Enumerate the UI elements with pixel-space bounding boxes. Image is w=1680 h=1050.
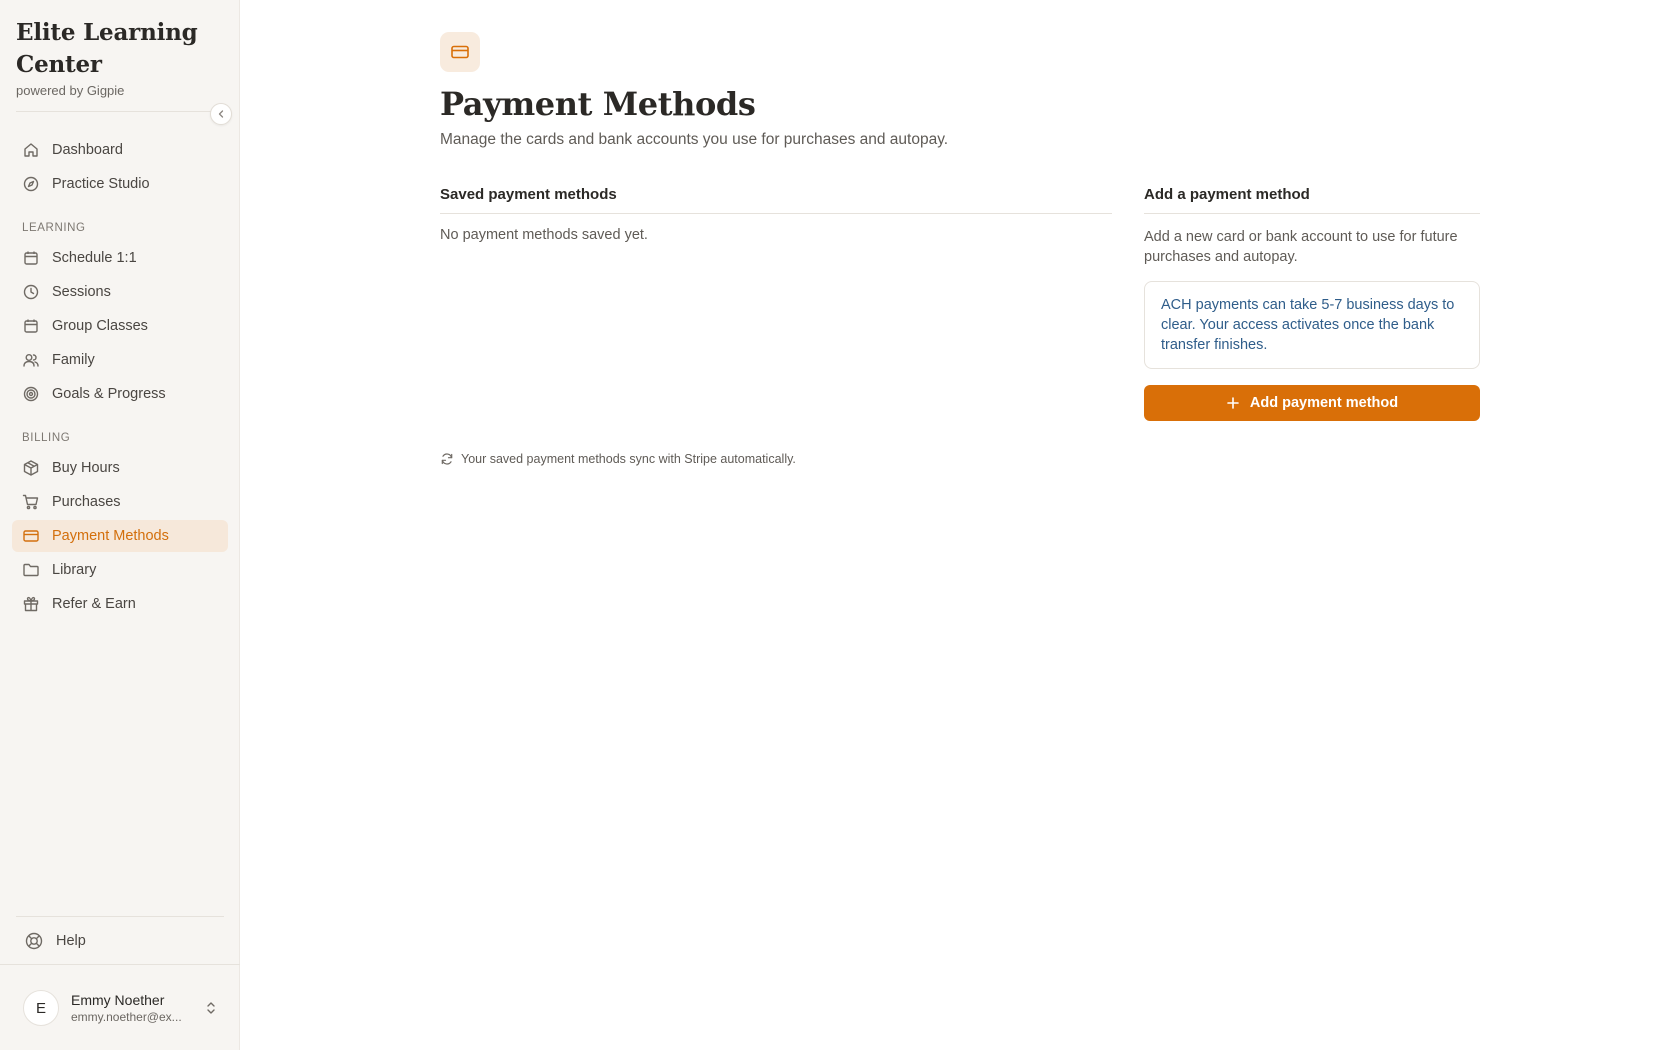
nav-section-billing: BILLING	[22, 432, 71, 444]
add-method-heading: Add a payment method	[1144, 186, 1480, 214]
chevrons-up-down-icon	[203, 1000, 219, 1016]
sync-note	[440, 452, 796, 466]
sidebar-item-label: Buy Hours	[52, 460, 120, 476]
calendar-icon	[22, 249, 40, 267]
saved-methods-empty: No payment methods saved yet.	[440, 227, 648, 243]
sidebar	[0, 0, 240, 1050]
saved-methods-heading: Saved payment methods	[440, 186, 1112, 214]
chevron-left-icon	[216, 109, 226, 119]
refresh-icon	[440, 452, 454, 466]
target-icon	[22, 385, 40, 403]
sidebar-item-label: Purchases	[52, 494, 121, 510]
sidebar-item-label: Refer & Earn	[52, 596, 136, 612]
sidebar-nav	[12, 134, 228, 622]
sidebar-item-label: Payment Methods	[52, 528, 169, 544]
folder-icon	[22, 561, 40, 579]
add-method-section	[1144, 186, 1480, 421]
sidebar-item-family[interactable]	[12, 344, 228, 376]
sidebar-item-label: Dashboard	[52, 142, 123, 158]
sidebar-item-sessions[interactable]	[12, 276, 228, 308]
sidebar-item-purchases[interactable]	[12, 486, 228, 518]
nav-section-learning: LEARNING	[22, 222, 86, 234]
package-icon	[22, 459, 40, 477]
user-info	[71, 992, 193, 1025]
sync-note-text: Your saved payment methods sync with Stripe automatically.	[461, 452, 796, 466]
user-menu[interactable]	[23, 990, 223, 1026]
brand	[16, 0, 223, 112]
saved-methods-section	[440, 186, 1112, 243]
sidebar-item-label: Library	[52, 562, 97, 578]
sidebar-item-label: Goals & Progress	[52, 386, 166, 402]
add-payment-method-button[interactable]	[1144, 385, 1480, 421]
sidebar-item-buy-hours[interactable]	[12, 452, 228, 484]
sidebar-item-group-classes[interactable]	[12, 310, 228, 342]
credit-card-icon	[22, 527, 40, 545]
plus-icon	[1226, 396, 1240, 410]
page-title: Payment Methods	[440, 85, 756, 123]
collapse-sidebar-button[interactable]	[210, 103, 232, 125]
help-label: Help	[56, 933, 86, 949]
sidebar-item-refer-earn[interactable]	[12, 588, 228, 620]
avatar: E	[23, 990, 59, 1026]
sidebar-item-goals[interactable]	[12, 378, 228, 410]
sidebar-item-label: Schedule 1:1	[52, 250, 137, 266]
sidebar-item-dashboard[interactable]	[12, 134, 228, 166]
users-icon	[22, 351, 40, 369]
sidebar-item-label: Group Classes	[52, 318, 148, 334]
lifebuoy-icon	[24, 931, 44, 951]
compass-icon	[22, 175, 40, 193]
ach-notice: ACH payments can take 5-7 business days to clear. Your access activates once the bank transfer finishes.	[1144, 281, 1480, 369]
calendar-icon	[22, 317, 40, 335]
sidebar-item-help[interactable]	[24, 926, 86, 956]
add-method-description: Add a new card or bank account to use for future purchases and autopay.	[1144, 229, 1458, 265]
brand-subtitle: powered by Gigpie	[16, 83, 125, 98]
add-payment-method-label: Add payment method	[1249, 395, 1399, 411]
home-icon	[22, 141, 40, 159]
sidebar-item-payment-methods[interactable]	[12, 520, 228, 552]
user-email: emmy.noether@ex...	[71, 1009, 182, 1024]
credit-card-icon	[440, 32, 480, 72]
sidebar-item-label: Family	[52, 352, 95, 368]
sidebar-item-label: Sessions	[52, 284, 111, 300]
sidebar-item-schedule[interactable]	[12, 242, 228, 274]
sidebar-item-library[interactable]	[12, 554, 228, 586]
sidebar-item-label: Practice Studio	[52, 176, 150, 192]
gift-icon	[22, 595, 40, 613]
cart-icon	[22, 493, 40, 511]
clock-icon	[22, 283, 40, 301]
divider	[16, 916, 224, 917]
brand-title: Elite Learning Center	[16, 19, 198, 78]
user-name: Emmy Noether	[71, 991, 165, 1008]
sidebar-item-practice-studio[interactable]	[12, 168, 228, 200]
divider	[0, 964, 240, 965]
page-subtitle: Manage the cards and bank accounts you use for purchases and autopay.	[440, 131, 949, 148]
